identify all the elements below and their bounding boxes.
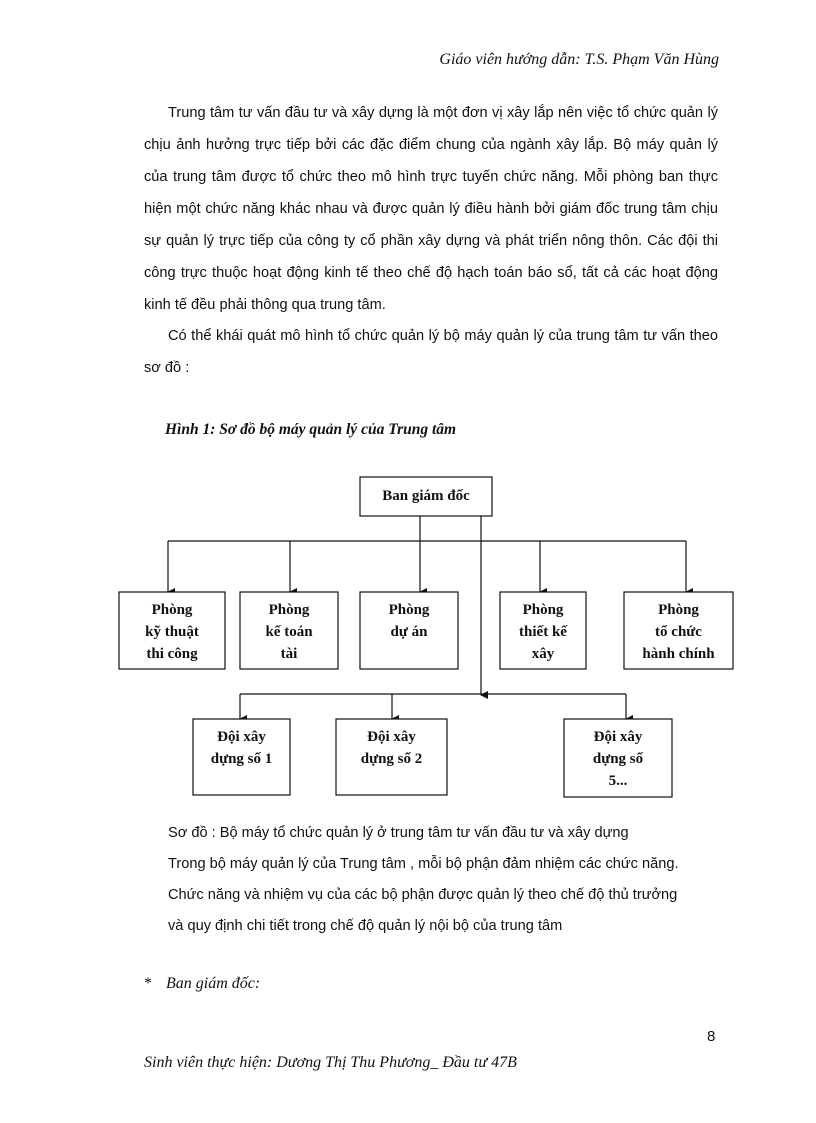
box-department-label: dự án xyxy=(390,624,428,640)
box-team-label: 5... xyxy=(608,773,628,789)
text-line: Chức năng và nhiệm vụ của các bộ phận được quản lý theo chế độ thủ trưởng xyxy=(168,887,678,903)
box-department xyxy=(360,592,458,669)
box-department-label: xây xyxy=(531,646,555,662)
box-department-label: thi công xyxy=(146,646,198,662)
page-number: 8 xyxy=(707,1028,716,1045)
box-team-label: Đội xây xyxy=(367,729,416,745)
box-team xyxy=(193,719,290,795)
box-department-label: kỹ thuật xyxy=(145,624,199,640)
section-title: Ban giám đốc: xyxy=(166,975,261,992)
box-department xyxy=(624,592,733,669)
page-footer: Sinh viên thực hiện: Dương Thị Thu Phương_ Đầu tư 47B xyxy=(144,1054,517,1071)
figure-caption: Hình 1: Sơ đồ bộ máy quản lý của Trung tâm xyxy=(165,421,457,438)
box-department-label: Phòng xyxy=(268,602,310,618)
box-team xyxy=(336,719,447,795)
box-team-label: dựng số 2 xyxy=(360,751,423,767)
bullet-star: * xyxy=(144,975,152,992)
box-team xyxy=(564,719,672,797)
section-heading xyxy=(144,975,260,993)
page-header: Giáo viên hướng dẫn: T.S. Phạm Văn Hùng xyxy=(439,51,719,68)
box-department xyxy=(500,592,586,669)
box-department-label: tổ chức xyxy=(655,624,702,640)
diagram-note-line: Sơ đồ : Bộ máy tổ chức quản lý ở trung tâm tư vấn đầu tư và xây dựng xyxy=(168,825,629,841)
box-ban-giam-doc xyxy=(360,477,492,516)
box-team-label: Đội xây xyxy=(593,729,643,745)
box-team-label: Đội xây xyxy=(217,729,266,745)
text-line: và quy định chi tiết trong chế độ quản lý nội bộ của trung tâm xyxy=(168,918,563,934)
box-team-label: dựng số xyxy=(592,751,644,767)
box-team-label: dựng số 1 xyxy=(210,751,273,767)
box-department xyxy=(240,592,338,669)
intro-paragraph: Trung tâm tư vấn đầu tư và xây dựng là một đơn vị xây lắp nên việc tổ chức quản lý chịu ảnh hưởng trực tiếp bởi các đặc điểm chung của ngành xây lắp. Bộ máy quản lý của trung tâm được tổ chức theo mô hình trực tuyến chức năng. Mỗi phòng ban thực hiện một chức năng khác nhau và được quản lý điều hành bởi giám đốc trung tâm chịu sự quản lý trực tiếp của công ty cổ phần xây dựng và phát triển nông thôn. Các đội thi công trực thuộc hoạt động kinh tế theo chế độ hạch toán báo sổ, tất cả các hoạt động kinh tế đều phải thông qua trung tâm. xyxy=(144,105,718,313)
box-department-label: Phòng xyxy=(151,602,193,618)
after-diagram-text xyxy=(168,818,728,942)
box-department-label: kế toán xyxy=(265,624,313,640)
box-department-label: Phòng xyxy=(658,602,699,618)
box-ban-giam-doc-label: Ban giám đốc xyxy=(382,488,470,504)
box-department-label: Phòng xyxy=(522,602,564,618)
diagram-intro-paragraph: Có thể khái quát mô hình tổ chức quản lý bộ máy quản lý của trung tâm tư vấn theo sơ đồ : xyxy=(144,328,718,376)
box-department-label: hành chính xyxy=(642,646,715,662)
text-line: Trong bộ máy quản lý của Trung tâm , mỗi bộ phận đảm nhiệm các chức năng. xyxy=(168,856,679,872)
box-department xyxy=(119,592,225,669)
box-department-label: Phòng xyxy=(388,602,430,618)
box-department-label: tài xyxy=(280,646,298,662)
box-department-label: thiết kế xyxy=(519,624,567,640)
